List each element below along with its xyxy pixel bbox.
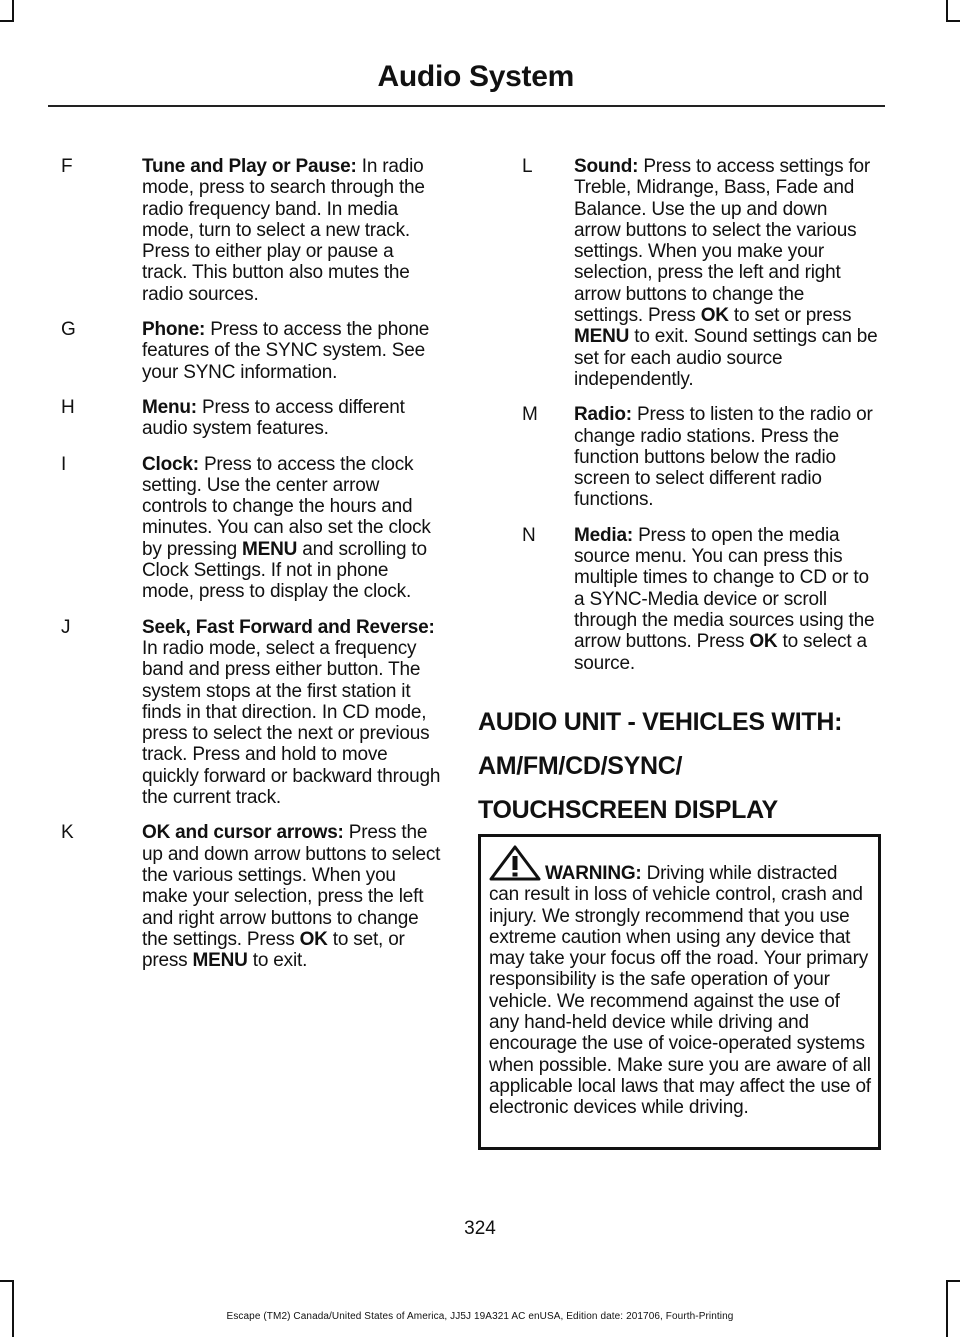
- item-description: Sound: Press to access settings for Treble, Midrange, Bass, Fade and Balance. Use the up and down arrow buttons to select the various settings. When you make your selection, press the left and right arrow buttons to change the settings. Press OK to set or press MENU to exit. Sound settings can be set for each audio source independently.: [574, 156, 878, 390]
- item-description: Radio: Press to listen to the radio or change radio stations. Press the function buttons below the radio screen to select different radio functions.: [574, 404, 873, 511]
- crop-mark: [0, 1280, 14, 1282]
- page-title: Audio System: [377, 60, 574, 93]
- crop-mark: [0, 20, 14, 22]
- header-divider: [48, 105, 885, 107]
- crop-mark: [946, 0, 948, 20]
- crop-mark: [946, 1280, 948, 1337]
- item-letter: H: [61, 396, 75, 418]
- item-description: Menu: Press to access different audio system features.: [142, 396, 405, 440]
- left-column: [58, 156, 442, 985]
- crop-mark: [946, 1280, 960, 1282]
- list-item: [58, 156, 442, 305]
- item-letter: L: [522, 156, 533, 177]
- item-letter: M: [522, 404, 538, 426]
- crop-mark: [12, 1280, 14, 1337]
- item-letter: F: [61, 156, 73, 177]
- item-description: Tune and Play or Pause: In radio mode, press to search through the radio frequency band. In media mode, turn to select a new track. Press to either play or pause a track. This button also mutes the radio sources.: [142, 156, 425, 305]
- warning-label: WARNING:: [545, 863, 642, 884]
- section-heading-line: AM/FM/CD/SYNC/: [478, 751, 683, 780]
- warning-text: Driving while distracted can result in loss of vehicle control, crash and injury. We strongly recommend that you use extreme caution when using any device that may take your focus off the road. Your primary responsibility is the safe operation of your vehicle. We recommend against the use of any hand-held device while driving and encourage the use of voice-operated systems when possible. Make sure you are aware of all applicable local laws that may affect the use of electronic devices while driving.: [489, 863, 871, 1119]
- page-number: 324: [464, 1218, 496, 1239]
- list-item: [58, 397, 442, 440]
- warning-box: [478, 834, 881, 1150]
- list-item: [508, 404, 878, 510]
- item-letter: N: [522, 524, 536, 546]
- item-description: Media: Press to open the media source menu. You can press this multiple times to change to CD or to a SYNC-Media device or scroll through the media sources using the arrow buttons. Press OK to select a source.: [574, 524, 875, 674]
- crop-mark: [946, 20, 960, 22]
- right-column: [478, 156, 878, 836]
- item-letter: G: [61, 319, 76, 341]
- list-item: [508, 156, 878, 390]
- section-heading-line: TOUCHSCREEN DISPLAY: [478, 795, 778, 824]
- section-heading-line: AUDIO UNIT - VEHICLES WITH:: [478, 707, 843, 736]
- item-letter: K: [61, 822, 74, 844]
- crop-mark: [12, 0, 14, 20]
- footer-text: Escape (TM2) Canada/United States of America, JJ5J 19A321 AC enUSA, Edition date: 201706, Fourth-Printing: [226, 1311, 734, 1322]
- item-letter: J: [61, 616, 71, 638]
- section-heading: [478, 704, 878, 828]
- item-description: Seek, Fast Forward and Reverse: In radio mode, select a frequency band and press either button. The system stops at the first station it finds in that direction. In CD mode, press to select the next or previous track. Press and hold to move quickly forward or backward through the current track.: [142, 616, 441, 809]
- warning-triangle-icon: [489, 845, 541, 881]
- list-item: [58, 319, 442, 383]
- item-letter: I: [61, 453, 67, 475]
- list-item: [58, 822, 442, 971]
- list-item: [508, 525, 878, 674]
- item-description: OK and cursor arrows: Press the up and down arrow buttons to select the various settings. When you make your selection, press the left and right arrow buttons to change the settings. Press OK to set, or press MENU to exit.: [142, 822, 441, 972]
- list-item: [58, 617, 442, 809]
- item-description: Clock: Press to access the clock setting. Use the center arrow controls to change the hours and minutes. You can also set the clock by pressing MENU and scrolling to Clock Settings. If not in phone mode, press to display the clock.: [142, 453, 431, 603]
- item-description: Phone: Press to access the phone features of the SYNC system. See your SYNC information.: [142, 319, 430, 383]
- list-item: [58, 454, 442, 603]
